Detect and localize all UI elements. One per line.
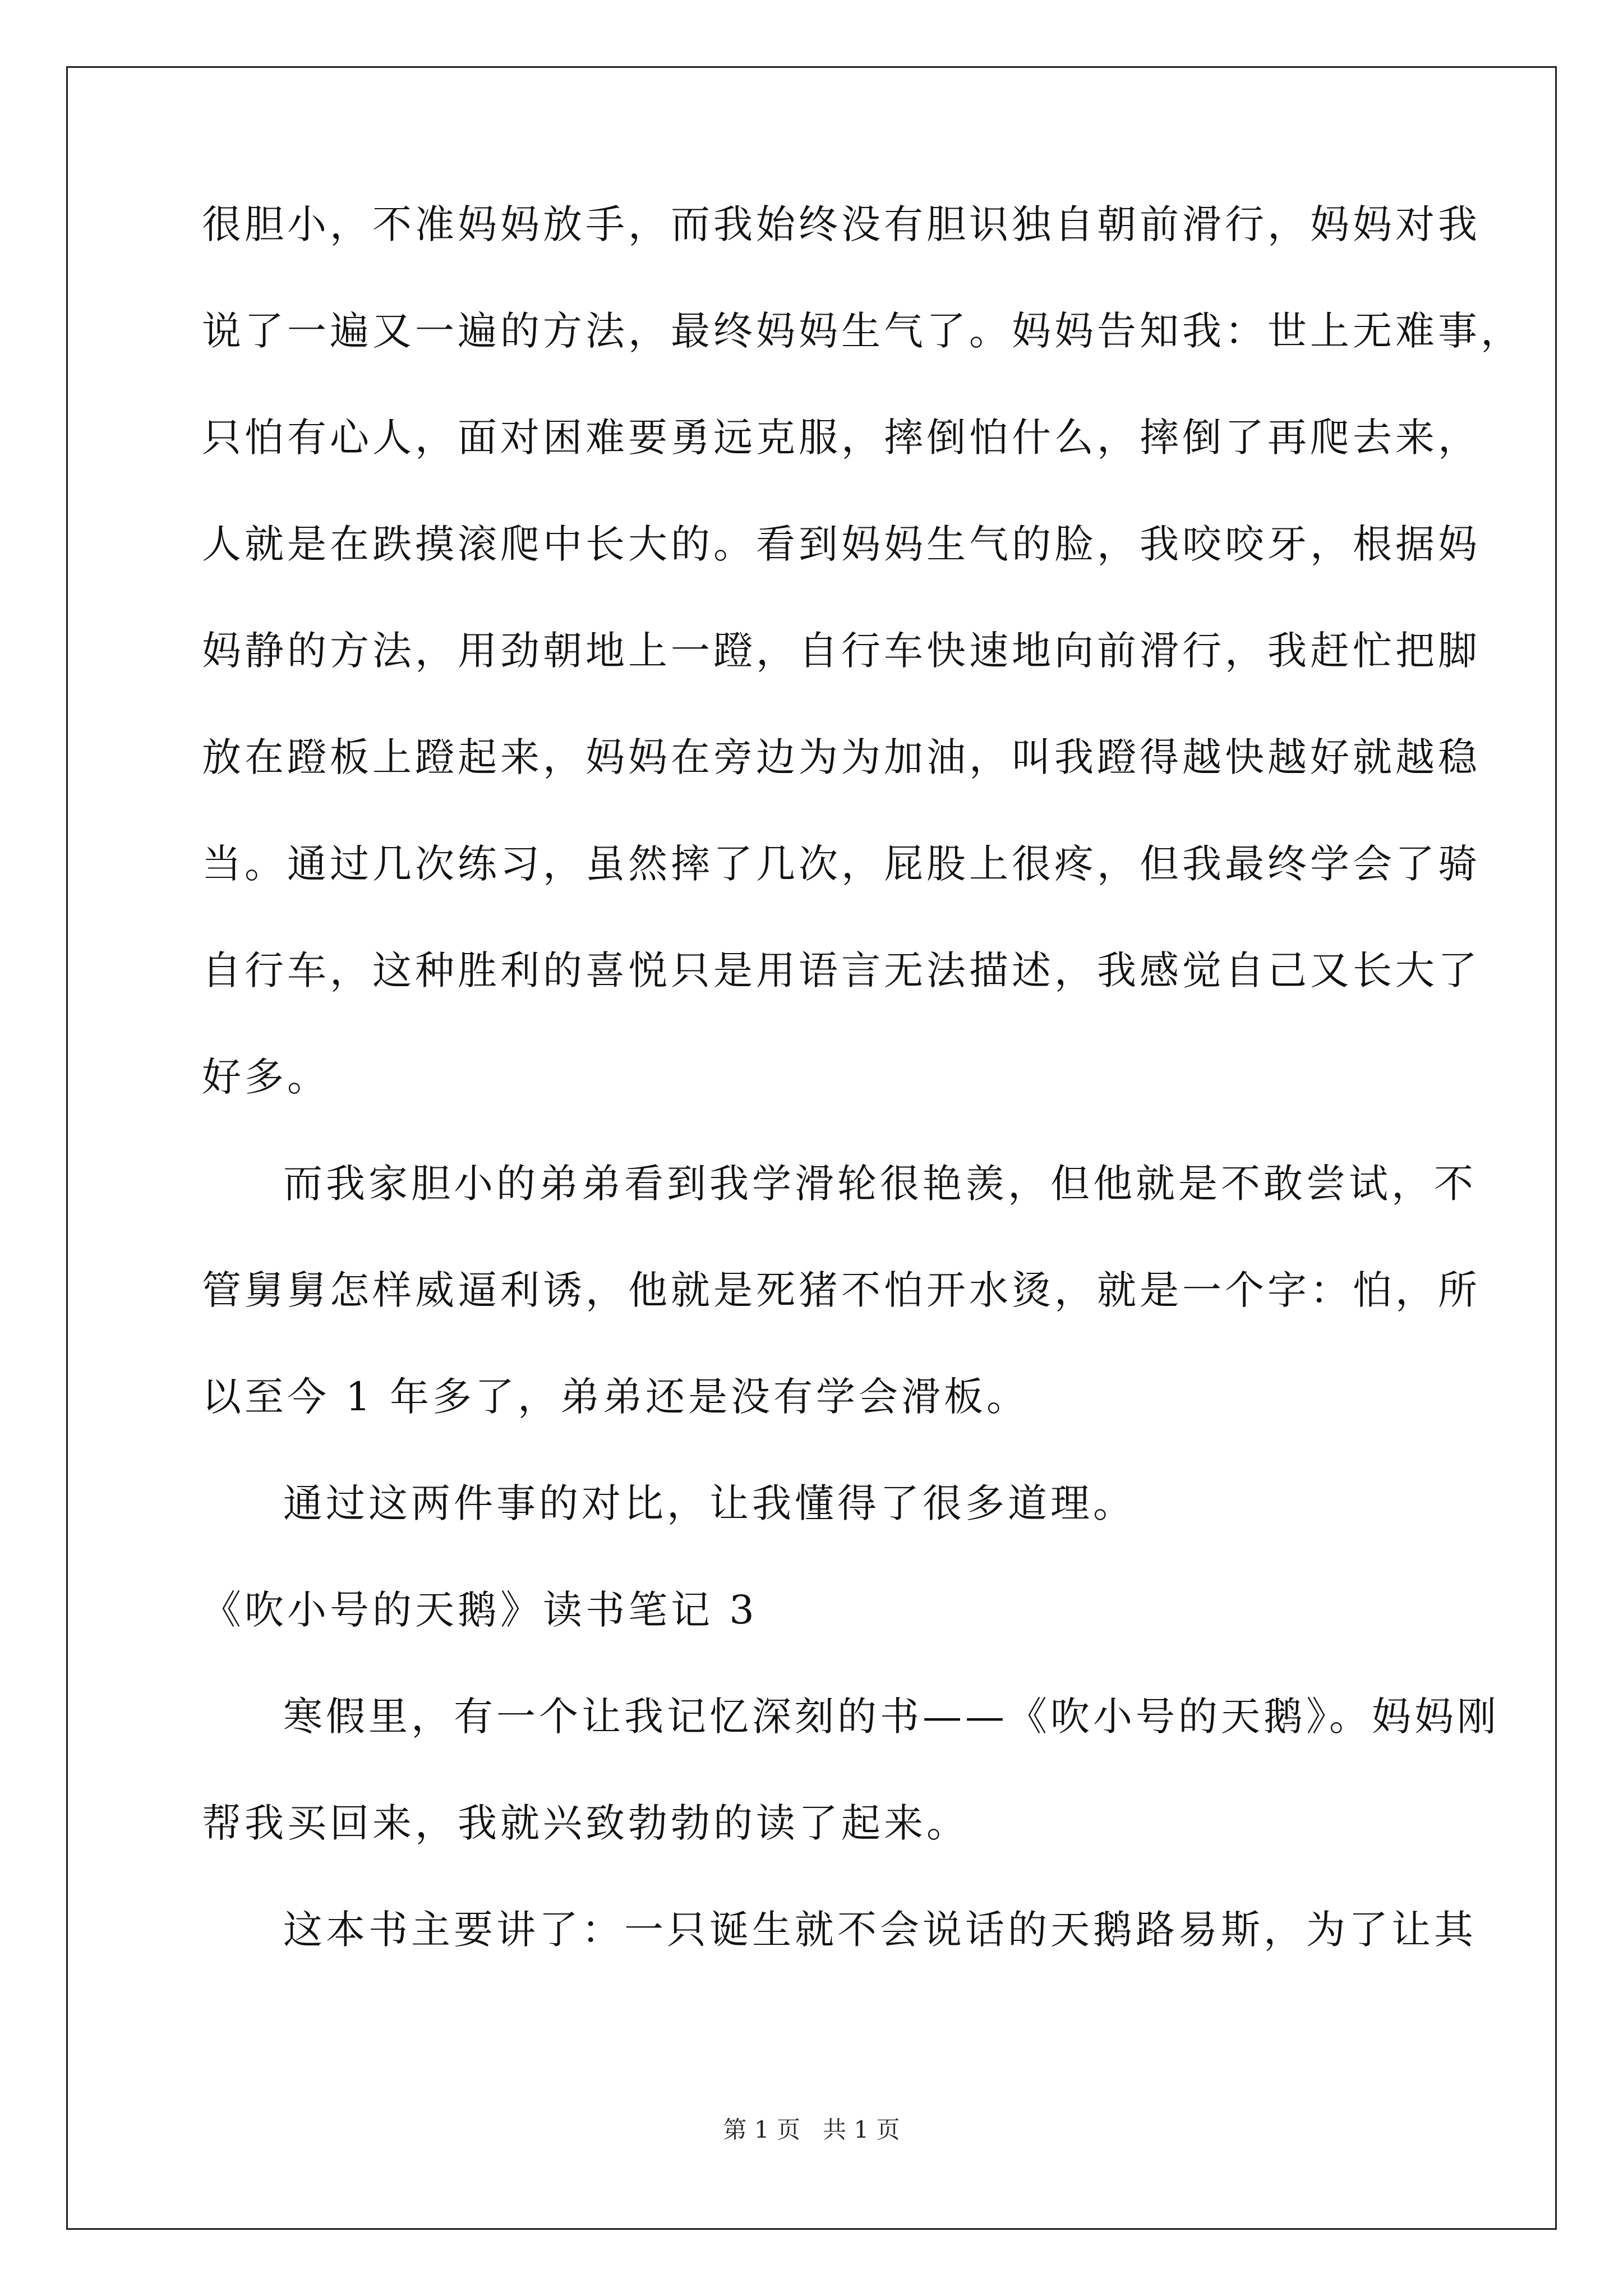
section-heading: 《吹小号的天鹅》读书笔记 3 (202, 1587, 758, 1633)
text-line-16: 帮我买回来，我就兴致勃勃的读了起来。 (202, 1800, 969, 1846)
text-line-11: 管舅舅怎样威逼利诱，他就是死猪不怕开水烫，就是一个字：怕，所 (202, 1267, 1481, 1313)
page-footer: 第 1 页 共 1 页 (723, 2116, 900, 2143)
text-line-2: 说了一遍又一遍的方法，最终妈妈生气了。妈妈告知我：世上无难事， (202, 308, 1523, 354)
text-line-7: 当。通过几次练习，虽然摔了几次，屁股上很疼，但我最终学会了骑 (202, 841, 1481, 887)
text-line-10: 而我家胆小的弟弟看到我学滑轮很艳羡，但他就是不敢尝试，不 (283, 1161, 1477, 1207)
text-line-9: 好多。 (202, 1054, 330, 1100)
text-line-12: 以至今 1 年多了，弟弟还是没有学会滑板。 (202, 1374, 1030, 1420)
text-line-5: 妈静的方法，用劲朝地上一蹬，自行车快速地向前滑行，我赶忙把脚 (202, 628, 1481, 674)
text-line-4: 人就是在跌摸滚爬中长大的。看到妈妈生气的脸，我咬咬牙，根据妈 (202, 521, 1481, 567)
text-line-15: 寒假里，有一个让我记忆深刻的书——《吹小号的天鹅》。妈妈刚 (283, 1694, 1500, 1740)
text-line-1: 很胆小，不准妈妈放手，而我始终没有胆识独自朝前滑行，妈妈对我 (202, 201, 1481, 247)
text-line-3: 只怕有心人，面对困难要勇远克服，摔倒怕什么，摔倒了再爬去来， (202, 415, 1481, 461)
text-line-17: 这本书主要讲了：一只诞生就不会说话的天鹅路易斯，为了让其 (283, 1907, 1477, 1953)
text-line-8: 自行车，这种胜利的喜悦只是用语言无法描述，我感觉自己又长大了 (202, 947, 1481, 993)
text-line-13: 通过这两件事的对比，让我懂得了很多道理。 (283, 1480, 1136, 1526)
text-line-6: 放在蹬板上蹬起来，妈妈在旁边为为加油，叫我蹬得越快越好就越稳 (202, 734, 1481, 780)
